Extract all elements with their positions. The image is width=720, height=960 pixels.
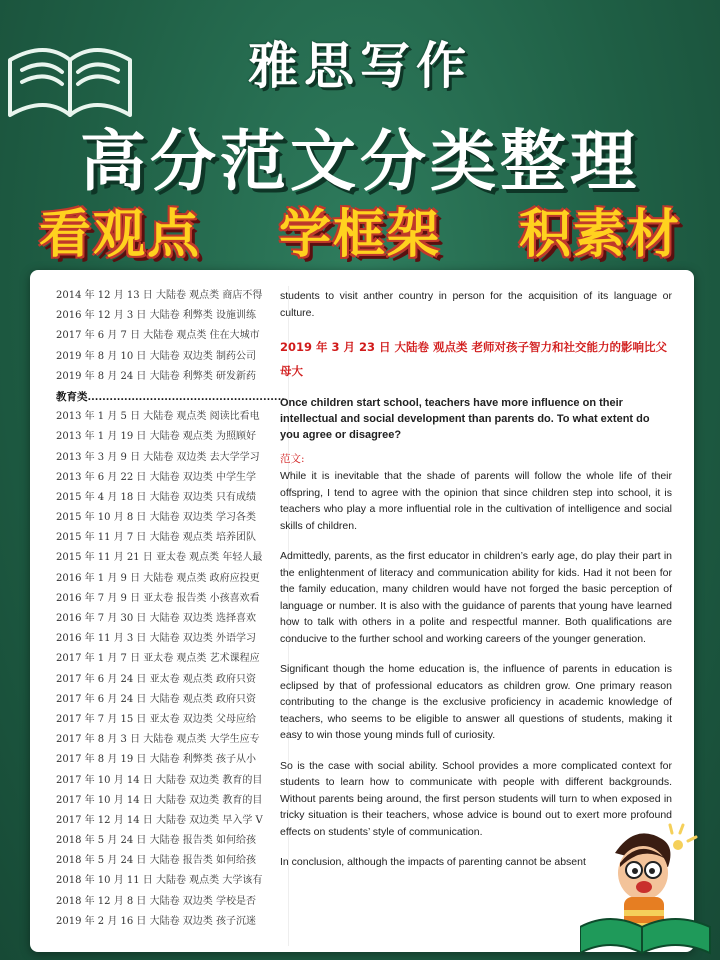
list-item: 2013 年 1 月 5 日 大陆卷 观点类 阅读比看电 <box>56 411 260 423</box>
list-item: 2013 年 6 月 22 日 大陆卷 双边类 中学生学 <box>56 471 256 483</box>
list-item: 2015 年 11 月 21 日 亚太卷 观点类 年轻人最 <box>56 552 263 564</box>
list-item: 2016 年 7 月 30 日 大陆卷 双边类 选择喜欢 <box>56 613 256 624</box>
essay-paragraph: In conclusion, although the impacts of parenting cannot be absent <box>280 856 586 868</box>
essay-paragraph: So is the case with social ability. School provides a more complicated context for students to learn how to communicate with people with different backgrounds. Without parents being around, the first person students will turn to when exposed in tricky situation is their teachers, whose advice is bound out to exert more profound effects on students’ style of communication. <box>280 759 672 838</box>
essay-paragraph: Significant though the home education is, the influence of parents in education is eclipsed by that of professional educators as children grow. One primary reason contributing to the change is the exclusive proficiency in academic knowledge of teachers, who seems to be eligible to answer all questions of students, making it easy to win those young minds full of curiosity. <box>280 663 672 741</box>
list-item: 2017 年 7 月 15 日 亚太卷 双边类 父母应给 <box>56 713 256 725</box>
list-item: 2017 年 8 月 19 日 大陆卷 利弊类 孩子从小 <box>56 754 256 766</box>
list-item: 2017 年 12 月 14 日 大陆卷 双边类 早入学 V <box>56 814 263 826</box>
list-item: 2017 年 8 月 3 日 大陆卷 观点类 大学生应专 <box>56 734 260 746</box>
title-line-2: 高分范文分类整理 <box>80 123 640 200</box>
list-item: 2017 年 10 月 14 日 大陆卷 双边类 教育的目 <box>56 794 263 806</box>
list-item: 2013 年 1 月 19 日 大陆卷 观点类 为照顾好 <box>56 431 256 443</box>
list-item: 2016 年 7 月 9 日 亚太卷 报告类 小孩喜欢看 <box>56 592 260 604</box>
tag-viewpoint: 看观点 <box>38 205 201 265</box>
title-line-1: 雅思写作 <box>248 37 472 95</box>
list-item: 2019 年 2 月 16 日 大陆卷 双边类 孩子沉迷 <box>56 915 256 927</box>
list-item: 2017 年 6 月 7 日 大陆卷 观点类 住在大城市 <box>56 330 260 342</box>
list-item: 2015 年 11 月 7 日 大陆卷 观点类 培养团队 <box>56 532 256 544</box>
student-reading-icon <box>580 815 715 955</box>
tag-framework: 学框架 <box>278 205 441 265</box>
sample-label: 范文: <box>280 453 305 465</box>
list-item: 2019 年 8 月 24 日 大陆卷 利弊类 研发新药 <box>56 370 256 382</box>
list-item: 2017 年 10 月 14 日 大陆卷 双边类 教育的目 <box>56 774 263 786</box>
list-item: 2017 年 1 月 7 日 亚太卷 观点类 艺术课程应 <box>56 653 260 665</box>
essay-question: Once children start school, teachers have more influence on their intellectual and social development than parents do. To what extent do you agree or disagree? <box>280 397 650 441</box>
list-item: 2014 年 12 月 13 日 大陆卷 观点类 商店不得 <box>56 290 263 301</box>
tag-row <box>0 192 720 267</box>
section-heading-education: 教育类...................................................... <box>56 390 285 403</box>
table-of-contents <box>56 286 289 946</box>
essay-column <box>280 288 672 885</box>
list-item: 2013 年 3 月 9 日 大陆卷 双边类 去大学学习 <box>56 451 260 463</box>
list-item: 2017 年 6 月 24 日 亚太卷 观点类 政府只资 <box>56 673 256 685</box>
list-item: 2018 年 5 月 24 日 大陆卷 报告类 如何给孩 <box>56 855 256 867</box>
tag-material: 积素材 <box>518 205 681 265</box>
essay-intro-fragment: students to visit anther country in person for the acquisition of its language or culture. <box>280 290 672 319</box>
list-item: 2019 年 8 月 10 日 大陆卷 双边类 制药公司 <box>56 350 256 362</box>
list-item: 2017 年 6 月 24 日 大陆卷 观点类 政府只资 <box>56 693 256 705</box>
essay-paragraph: Admittedly, parents, as the first educator in children’s early age, do play their part in the enlightenment of literacy and communication ability for kids. Had it not been for the family education, many children would have not forged the basic perception of language or number. It is also with the guidance of parents that young have learned how to talk with others in a polite and respectful manner. Both qualifications are conducive to the further school and working careers of the younger generation. <box>280 550 672 645</box>
list-item: 2018 年 12 月 8 日 大陆卷 双边类 学校是否 <box>56 895 256 907</box>
list-item: 2016 年 1 月 9 日 大陆卷 观点类 政府应投更 <box>56 572 260 584</box>
list-item: 2018 年 5 月 24 日 大陆卷 报告类 如何给孩 <box>56 835 256 847</box>
list-item: 2016 年 12 月 3 日 大陆卷 利弊类 设施训练 <box>56 310 256 322</box>
list-item: 2015 年 4 月 18 日 大陆卷 双边类 只有成绩 <box>56 491 256 503</box>
list-item: 2015 年 10 月 8 日 大陆卷 双边类 学习各类 <box>56 512 256 524</box>
list-item: 2016 年 11 月 3 日 大陆卷 双边类 外语学习 <box>56 633 256 645</box>
essay-title: 2019 年 3 月 23 日 大陆卷 观点类 老师对孩子智力和社交能力的影响比父母大 <box>280 340 668 378</box>
list-item: 2018 年 10 月 11 日 大陆卷 观点类 大学该有 <box>56 875 263 887</box>
essay-paragraph: While it is inevitable that the shade of parents will follow the whole life of their offspring, I tend to agree with the opinion that since children step into school, it is teachers who play a more influential role in the cultivation of intelligence and social skills of children. <box>280 470 672 532</box>
